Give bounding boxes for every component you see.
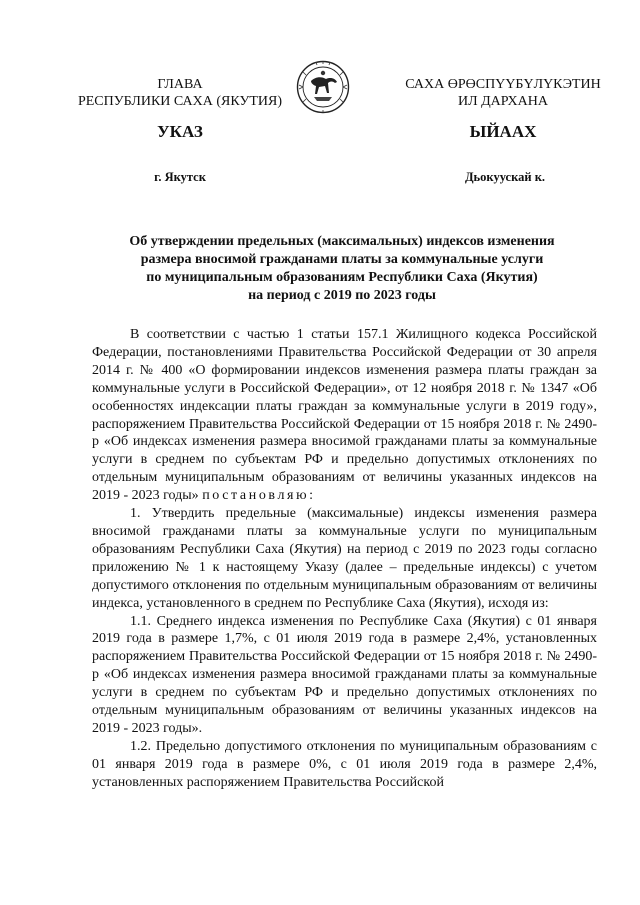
header-right-line1: САХА ӨРӨСПҮҮБҮЛҮКЭТИН [405, 77, 601, 92]
header-left-line2: РЕСПУБЛИКИ САХА (ЯКУТИЯ) [77, 94, 283, 109]
header-right [388, 76, 618, 110]
document-body [92, 326, 597, 792]
body-paragraph-item-1: 1. Утвердить предельные (максимальные) индексы изменения размера вносимой гражданами платы за коммунальные услуги по муниципальным образованиям Республики Саха (Якутия) на период с 2019 по 2023 годы согласно приложению № 1 к настоящему Указу (далее – предельные индексы) с учетом допустимого отклонения по отдельным муниципальным образованиям от величины индекса, установленного в среднем по Республике Саха (Якутия), исходя из: [92, 506, 597, 611]
decree-title-sakha: ЫЙААХ [469, 122, 537, 141]
document-title-line2: размера вносимой гражданами платы за коммунальные услуги [140, 252, 544, 267]
header-left-line1: ГЛАВА [157, 77, 203, 92]
document-title [92, 233, 592, 305]
header-left [70, 76, 290, 110]
body-paragraph-item-1-1: 1.1. Среднего индекса изменения по Республике Саха (Якутия) с 01 января 2019 года в размере 1,7%, с 01 июля 2019 года в размере 2,4%, установленных распоряжением Правительства Российской Федерации от 15 ноября 2018 г. № 2490-р «Об индексах изменения размера вносимой гражданами платы за коммунальные услуги в среднем по субъектам РФ и предельно допустимых отклонениях по отдельным муниципальным образованиям от величины указанных индексов на 2019 - 2023 годы». [92, 613, 597, 736]
city-russian: г. Якутск [154, 170, 206, 184]
city-sakha: Дьокуускай к. [464, 170, 546, 184]
sakha-republic-emblem-icon [296, 60, 350, 114]
preamble-text: В соответствии с частью 1 статьи 157.1 Жилищного кодекса Российской Федерации, постановлениями Правительства Российской Федерации от 30 апреля 2014 г. № 400 «О формировании индексов изменения размера платы граждан за коммунальные услуги в Российской Федерации», от 12 ноября 2018 г. № 1347 «Об особенностях индексации платы граждан за коммунальные услуги в 2019 году», распоряжением Правительства Российской Федерации от 15 ноября 2018 г. № 2490-р «Об индексах изменения размера вносимой гражданами платы за коммунальные услуги в среднем по субъектам РФ и предельно допустимых отклонениях по отдельным муниципальным образованиям от величины указанных индексов на 2019 - 2023 годы» [92, 327, 597, 504]
document-title-line4: на период с 2019 по 2023 годы [248, 288, 436, 303]
header-right-line2: ИЛ ДАРХАНА [457, 94, 548, 109]
body-paragraph-preamble [92, 326, 597, 505]
document-title-line3: по муниципальным образованиям Республики Саха (Якутия) [146, 270, 538, 285]
body-paragraph-item-1-2: 1.2. Предельно допустимого отклонения по муниципальным образованиям с 01 января 2019 года в размере 0%, с 01 июля 2019 года в размере 2,4%, установленных распоряжением Правительства Российской [92, 738, 597, 790]
decree-word: постановляю: [202, 488, 316, 504]
document-title-line1: Об утверждении предельных (максимальных) индексов изменения [129, 234, 555, 249]
decree-title-russian: УКАЗ [157, 122, 203, 141]
